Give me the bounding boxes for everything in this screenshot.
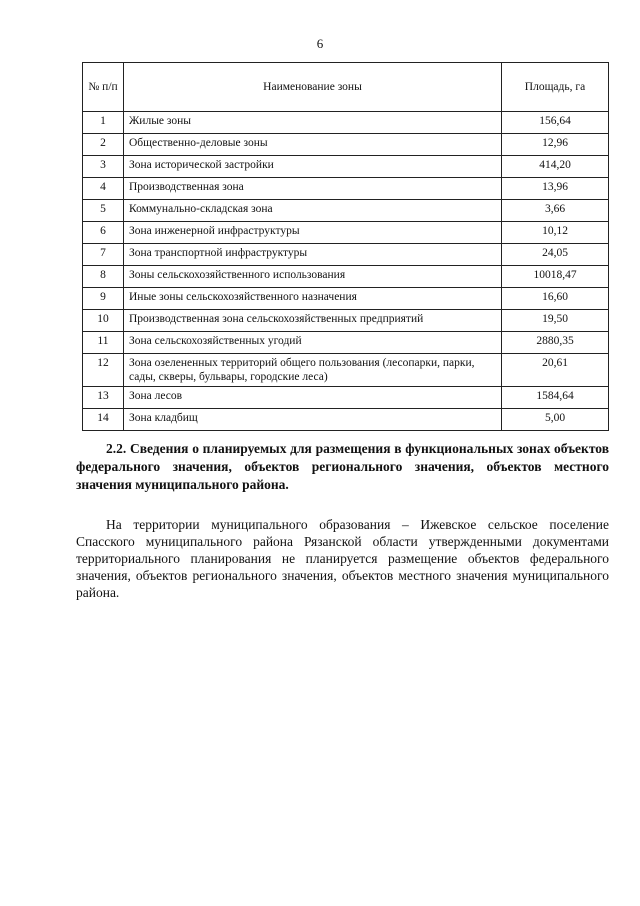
table-row xyxy=(83,156,609,178)
header-zone-name: Наименование зоны xyxy=(124,63,502,112)
row-number: 7 xyxy=(83,244,124,266)
row-area: 24,05 xyxy=(502,244,609,266)
row-zone-name: Зона кладбищ xyxy=(124,409,502,431)
table-header-row xyxy=(83,63,609,112)
row-zone-name: Зоны сельскохозяйственного использования xyxy=(124,266,502,288)
row-zone-name: Производственная зона сельскохозяйственных предприятий xyxy=(124,310,502,332)
row-area: 5,00 xyxy=(502,409,609,431)
row-area: 12,96 xyxy=(502,134,609,156)
row-number: 12 xyxy=(83,354,124,387)
row-number: 13 xyxy=(83,387,124,409)
table-row xyxy=(83,332,609,354)
table-row xyxy=(83,288,609,310)
row-number: 9 xyxy=(83,288,124,310)
zones-table xyxy=(82,62,609,431)
row-zone-name: Зона сельскохозяйственных угодий xyxy=(124,332,502,354)
table-row xyxy=(83,200,609,222)
table-row xyxy=(83,134,609,156)
body-paragraph: На территории муниципального образования – Ижевское сельское поселение Спасского муниципального района Рязанской области утвержденными документами территориального планирования не планируется размещение объектов федерального значения, объектов регионального значения, объектов местного значения муниципального района. xyxy=(76,517,609,600)
row-area: 1584,64 xyxy=(502,387,609,409)
row-number: 2 xyxy=(83,134,124,156)
row-area: 20,61 xyxy=(502,354,609,387)
table-row xyxy=(83,112,609,134)
table-row xyxy=(83,266,609,288)
row-area: 16,60 xyxy=(502,288,609,310)
table-row xyxy=(83,222,609,244)
row-number: 4 xyxy=(83,178,124,200)
row-area: 3,66 xyxy=(502,200,609,222)
row-number: 11 xyxy=(83,332,124,354)
row-area: 156,64 xyxy=(502,112,609,134)
table-row xyxy=(83,354,609,387)
table-row xyxy=(83,244,609,266)
row-zone-name: Производственная зона xyxy=(124,178,502,200)
row-zone-name: Зона лесов xyxy=(124,387,502,409)
row-number: 8 xyxy=(83,266,124,288)
row-number: 3 xyxy=(83,156,124,178)
row-zone-name: Коммунально-складская зона xyxy=(124,200,502,222)
row-number: 6 xyxy=(83,222,124,244)
table-row xyxy=(83,409,609,431)
row-zone-name: Жилые зоны xyxy=(124,112,502,134)
row-zone-name: Зона инженерной инфраструктуры xyxy=(124,222,502,244)
row-number: 10 xyxy=(83,310,124,332)
row-number: 14 xyxy=(83,409,124,431)
row-area: 414,20 xyxy=(502,156,609,178)
section-heading: 2.2. Сведения о планируемых для размещения в функциональных зонах объектов федерального значения, объектов регионального значения, объектов местного значения муниципального района. xyxy=(76,441,609,492)
row-zone-name: Зона транспортной инфраструктуры xyxy=(124,244,502,266)
row-area: 10,12 xyxy=(502,222,609,244)
row-area: 10018,47 xyxy=(502,266,609,288)
row-number: 1 xyxy=(83,112,124,134)
table-row xyxy=(83,310,609,332)
row-zone-name: Общественно-деловые зоны xyxy=(124,134,502,156)
row-zone-name: Зона озелененных территорий общего пользования (лесопарки, парки, сады, скверы, бульвары, городские леса) xyxy=(124,354,502,387)
table-row xyxy=(83,178,609,200)
header-area: Площадь, га xyxy=(502,63,609,112)
page-number: 6 xyxy=(316,36,324,51)
row-zone-name: Зона исторической застройки xyxy=(124,156,502,178)
row-number: 5 xyxy=(83,200,124,222)
row-zone-name: Иные зоны сельскохозяйственного назначения xyxy=(124,288,502,310)
row-area: 13,96 xyxy=(502,178,609,200)
row-area: 19,50 xyxy=(502,310,609,332)
table-row xyxy=(83,387,609,409)
row-area: 2880,35 xyxy=(502,332,609,354)
header-number: № п/п xyxy=(83,63,124,112)
